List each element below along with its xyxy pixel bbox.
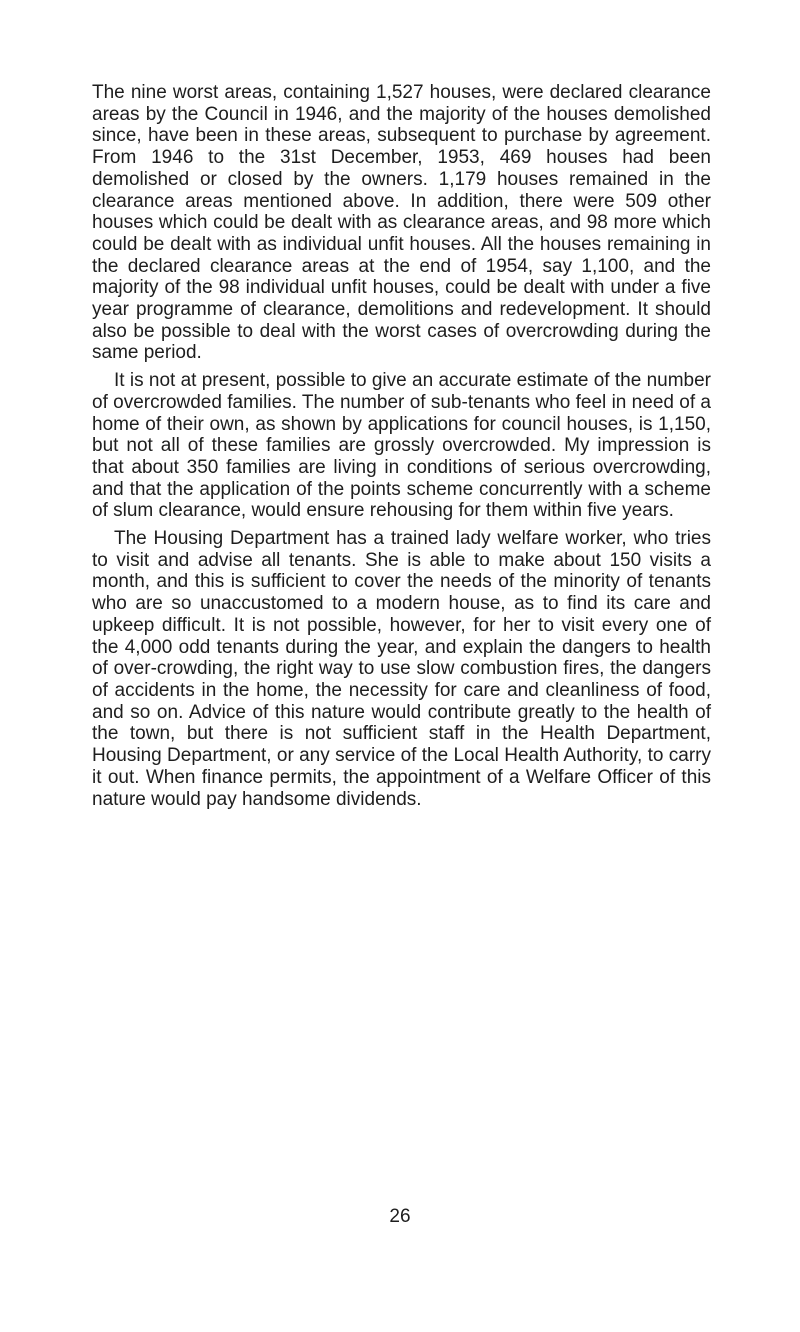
paragraph-clearance-areas: The nine worst areas, containing 1,527 houses, were declared clearance areas by the Council in 1946, and the majority of the houses demolished since, have been in these areas, subsequent to purchase by agreement. From 1946 to the 31st December, 1953, 469 houses had been demolished or closed by the owners. 1,179 houses remained in the clearance areas mentioned above. In addition, there were 509 other houses which could be dealt with as clearance areas, and 98 more which could be dealt with as individual unfit houses. All the houses remaining in the declared clearance areas at the end of 1954, say 1,100, and the majority of the 98 individual unfit houses, could be dealt with under a five year programme of clearance, demolitions and redevelopment. It should also be possible to deal with the worst cases of overcrowding during the same period.	[92, 82, 711, 364]
paragraph-overcrowded-families: It is not at present, possible to give an accurate estimate of the number of overcrowded families. The number of sub-tenants who feel in need of a home of their own, as shown by applications for council houses, is 1,150, but not all of these families are grossly overcrowded. My impression is that about 350 families are living in conditions of serious overcrowding, and that the application of the points scheme concurrently with a scheme of slum clearance, would ensure rehousing for them within five years.	[92, 370, 711, 522]
paragraph-welfare-worker: The Housing Department has a trained lady welfare worker, who tries to visit and advise all tenants. She is able to make about 150 visits a month, and this is sufficient to cover the needs of the minority of tenants who are so unaccustomed to a modern house, as to find its care and upkeep difficult. It is not possible, however, for her to visit every one of the 4,000 odd tenants during the year, and explain the dangers to health of over-crowding, the right way to use slow combustion fires, the dangers of accidents in the home, the necessity for care and cleanliness of food, and so on. Advice of this nature would contribute greatly to the health of the town, but there is not sufficient staff in the Health Department, Housing Department, or any service of the Local Health Authority, to carry it out. When finance permits, the appointment of a Welfare Officer of this nature would pay handsome dividends.	[92, 528, 711, 810]
page-number: 26	[389, 1206, 411, 1227]
body-text	[92, 82, 711, 816]
